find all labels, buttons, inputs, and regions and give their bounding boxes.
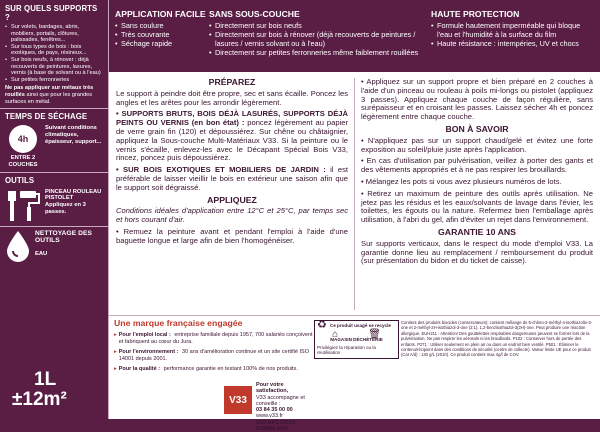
brush-roller-icon [5, 189, 41, 223]
brand-title: Une marque française engagée [114, 318, 243, 328]
header-col2-list [209, 21, 419, 57]
prep-p2-rest: poncez légèrement au papier de verre grain fin (120) et dépoussiérez. Sur chêne ou châtaignier, appliquez la Sous-couche Multi-Matériaux V33. Si la peinture ou le vernis s'écaille, enlevez-les avec le Décapant Spécial Bois V33, rincez, poncez puis dépoussiérez. [116, 118, 348, 163]
legal-text: Contient des produits biocides (conservateurs): contient mélange de 5-chloro-2-méthyl-4-isothiazolin-3-one et 2-méthyl-2H-isothiazol-3-one (3:1), 1,2-benzisothiazol-3(2H)-one. Peut produire une réaction allergique. EUH211 : Attention! Des gouttelettes respirables dangereuses peuvent se former lors de la pulvérisation. Ne pas respirer les aérosols ni les brouillards. P102 : Conserver hors de portée des enfants. P271 : Utiliser seulement en plein air ou dans un endroit bien ventilé. P501 : Éliminer le contenu/récipient dans des conditions de sécurité (centre de collecte). Valeur limite UE pour ce produit (Cat A/d) : 130 g/L (2010). Ce produit contient max 4g/l de COV. [401, 320, 593, 358]
bin-icon: 🗑 [368, 328, 381, 340]
recycle-sub: MAGASIN DÉCHÈTERIE [330, 337, 383, 343]
know-title: BON À SAVOIR [445, 123, 509, 134]
drying-icon-block [5, 125, 41, 168]
commitment-text [119, 332, 314, 345]
contact-text: V33 accompagne et conseille : [256, 394, 305, 407]
list-item: • Séchage rapide [115, 39, 215, 48]
commitment-row [114, 332, 314, 345]
clean-text: EAU [35, 250, 48, 257]
list-item: • Directement sur bois à rénover (déjà recouverts de peintures / lasures / vernis solvant ou à l'eau) [209, 30, 419, 48]
clean-row [5, 230, 103, 262]
list-item: • Sans coulure [115, 21, 215, 30]
water-drop-icon [5, 230, 31, 262]
tools-text: PINCEAU ROULEAU PISTOLET [45, 188, 102, 202]
header-col1-list [115, 21, 215, 48]
prep-p2 [116, 110, 348, 163]
list-item: • Directement sur petites ferronneries même faiblement rouillées [209, 48, 419, 57]
list-item: • Très couvrante [115, 30, 215, 39]
m3-bold: Pour la qualité : [118, 366, 161, 372]
web: www.v33.fr [256, 413, 283, 420]
recycle-icon: ♻ [317, 319, 327, 331]
apply-p2: • Remuez la peinture avant et pendant l'emploi à l'aide d'une baguette longue et large afin de bien l'homogénéiser. [116, 226, 348, 245]
contact-bold: Pour votre satisfaction, [256, 382, 289, 395]
tools-text-block [45, 189, 103, 216]
list-item: • Sur tous types de bois : bois exotiques, de pays, résineux... [5, 44, 103, 57]
prep-p1: Le support à peindre doit être propre, sec et sans écaille. Poncez les angles et les arêtes pour les arrondir légèrement. [116, 88, 348, 107]
header-col-protection [431, 9, 596, 48]
commitment-row [114, 366, 314, 373]
tools-title: OUTILS [5, 175, 35, 185]
drying-title: TEMPS DE SÉCHAGE [5, 112, 88, 122]
drying-coats: ENTRE 2 COUCHES [8, 155, 38, 168]
divider [0, 108, 108, 109]
recycle-box [314, 320, 399, 359]
supports-note-bold: Ne pas appliquer sur métaux très rouillés [5, 85, 94, 98]
list-item: • Mélangez les pots si vous avez plusieurs numéros de lots. [361, 176, 562, 186]
header-col3-list [431, 21, 596, 48]
header-col-easy [115, 9, 215, 48]
divider [0, 172, 108, 173]
list-item: • Sur petites ferronneries [5, 77, 103, 84]
warranty-title: GARANTIE 10 ANS [438, 226, 516, 237]
clean-text-block [35, 230, 103, 258]
right-column [361, 78, 593, 269]
clean-title: NETTOYAGE DES OUTILS [35, 229, 92, 245]
brand-commitment [114, 316, 314, 432]
coverage: ±12m² [12, 389, 67, 410]
check-icon: ▸ [114, 349, 117, 355]
phone: 03 84 35 00 00 [256, 407, 293, 414]
recycle-title: Ce produit usagé se recycle [329, 323, 391, 328]
sidebar [0, 0, 109, 419]
prep-title: PRÉPAREZ [208, 77, 256, 87]
footer [109, 315, 600, 432]
m1-bold: Pour l'emploi local : [118, 332, 171, 338]
header [109, 0, 600, 72]
header-col3-title: HAUTE PROTECTION [431, 9, 520, 19]
m1-text: entreprise familiale depuis 1957, 700 salariés conçoivent et fabriquent au cœur du Jura. [118, 332, 313, 345]
recycle-note: Privilégiez la réparation ou la réutilisation [317, 344, 376, 356]
supports-note [5, 85, 103, 105]
warranty-text: Sur supports verticaux, dans le respect du mode d'emploi V33. La garantie donne lieu au remplacement / remboursement du produit (sur présentation du bidon et du ticket de caisse). [361, 238, 593, 266]
instructions [109, 72, 600, 315]
apply-p1: Conditions idéales d'application entre 12°C et 25°C, par temps sec et hors courant d'air. [116, 206, 348, 225]
v33-logo: V33 [224, 386, 252, 414]
supports-list [5, 24, 103, 83]
list-item: • Directement sur bois neufs [209, 21, 419, 30]
m2-text: 30 ans d'amélioration continue et un site certifié ISO 14001 depuis 2001. [118, 349, 309, 362]
prep-p3-bold: • SUR BOIS EXOTIQUES ET MOBILIERS DE JARDIN : [116, 165, 326, 175]
prep-p3 [116, 166, 348, 192]
apply-title: APPLIQUEZ [207, 194, 257, 205]
list-item: • Retirez un maximum de peinture des outils après utilisation. Ne jetez pas les résidus et les eaux/solvants de lavage dans l'évier, les toilettes, les égouts ou la nature. Refermez bien l'emballage après utilisation, à l'abri du gel, afin d'éviter un rejet dans l'environnement. [361, 188, 593, 225]
header-col-undercoat [209, 9, 419, 57]
header-col1-title: APPLICATION FACILE [115, 9, 206, 19]
clock-icon [9, 125, 37, 153]
supports-note-rest: ainsi que pour les grandes surfaces en métal. [5, 91, 93, 105]
list-item: • En cas d'utilisation par pulvérisation, veillez à porter des gants et des vêtements appropriés et à ne pas respirer les brouillards. [361, 156, 593, 175]
quantity-block [12, 370, 67, 410]
prep-p3-rest: il est préférable de laisser vieillir le bois en extérieur une saison afin que le support soit dégraissé. [116, 165, 348, 192]
recycle-block [314, 320, 399, 415]
drying-row [5, 125, 103, 168]
list-item: • Formule hautement imperméable qui bloque l'eau et l'humidité à la surface du film [431, 21, 596, 39]
tools-row [5, 189, 103, 223]
contact-block [256, 382, 314, 432]
check-icon: ▸ [114, 332, 117, 338]
list-item: • Haute résistance : intempéries, UV et chocs [431, 39, 596, 48]
list-item: • Sur bois neufs, à rénover : déjà recouverts de peintures, lasures, vernis (à base de solvant ou à l'eau) [5, 57, 103, 77]
column-divider [354, 78, 355, 310]
commitment-text [119, 366, 298, 373]
commitment-row [114, 349, 314, 362]
header-col2-title: SANS SOUS-COUCHE [209, 9, 300, 19]
list-item: • N'appliquez pas sur un support chaud/gelé et évitez une forte exposition au soleil/pluie juste après l'application. [361, 135, 593, 154]
recycle-head [317, 319, 396, 331]
address: V33-BP1 39210 DOMBLANS [256, 419, 296, 432]
quantity: 1L [34, 369, 57, 390]
left-column [116, 78, 348, 249]
m2-bold: Pour l'environnement : [118, 349, 179, 355]
prep-p2-bold: • SUPPORTS BRUTS, BOIS DÉJÀ LASURÉS, SUPPORTS DÉJÀ PEINTS OU VERNIS (en bon état) : [116, 109, 348, 128]
m3-text: performance garantie en testant 100% de nos produits. [163, 366, 298, 372]
check-icon: ▸ [114, 366, 117, 372]
divider [0, 226, 108, 227]
supports-title: SUR QUELS SUPPORTS ? [5, 4, 98, 22]
right-p1: • Appliquez sur un support propre et bien préparé en 2 couches à l'aide d'un pinceau ou rouleau à poils mi-longs ou pistolet (appliquez 3 passes). Appliquez chaque couche de façon régulière, sans surépaisseur et en croisant les passes. Laissez sécher 4h et poncez légèrement entre chaque couche. [361, 77, 593, 122]
commitment-text [119, 349, 314, 362]
drying-icon-label: 4h [17, 134, 29, 145]
store-icon: ⌂ [332, 328, 339, 340]
list-item: • Sur volets, bardages, abris, mobiliers, portails, clôtures, palissades, fenêtres... [5, 24, 103, 44]
tools-sub: Appliquez en 3 passes. [45, 201, 86, 215]
drying-text: Suivant conditions climatiques, épaisseur, support... [45, 125, 102, 145]
